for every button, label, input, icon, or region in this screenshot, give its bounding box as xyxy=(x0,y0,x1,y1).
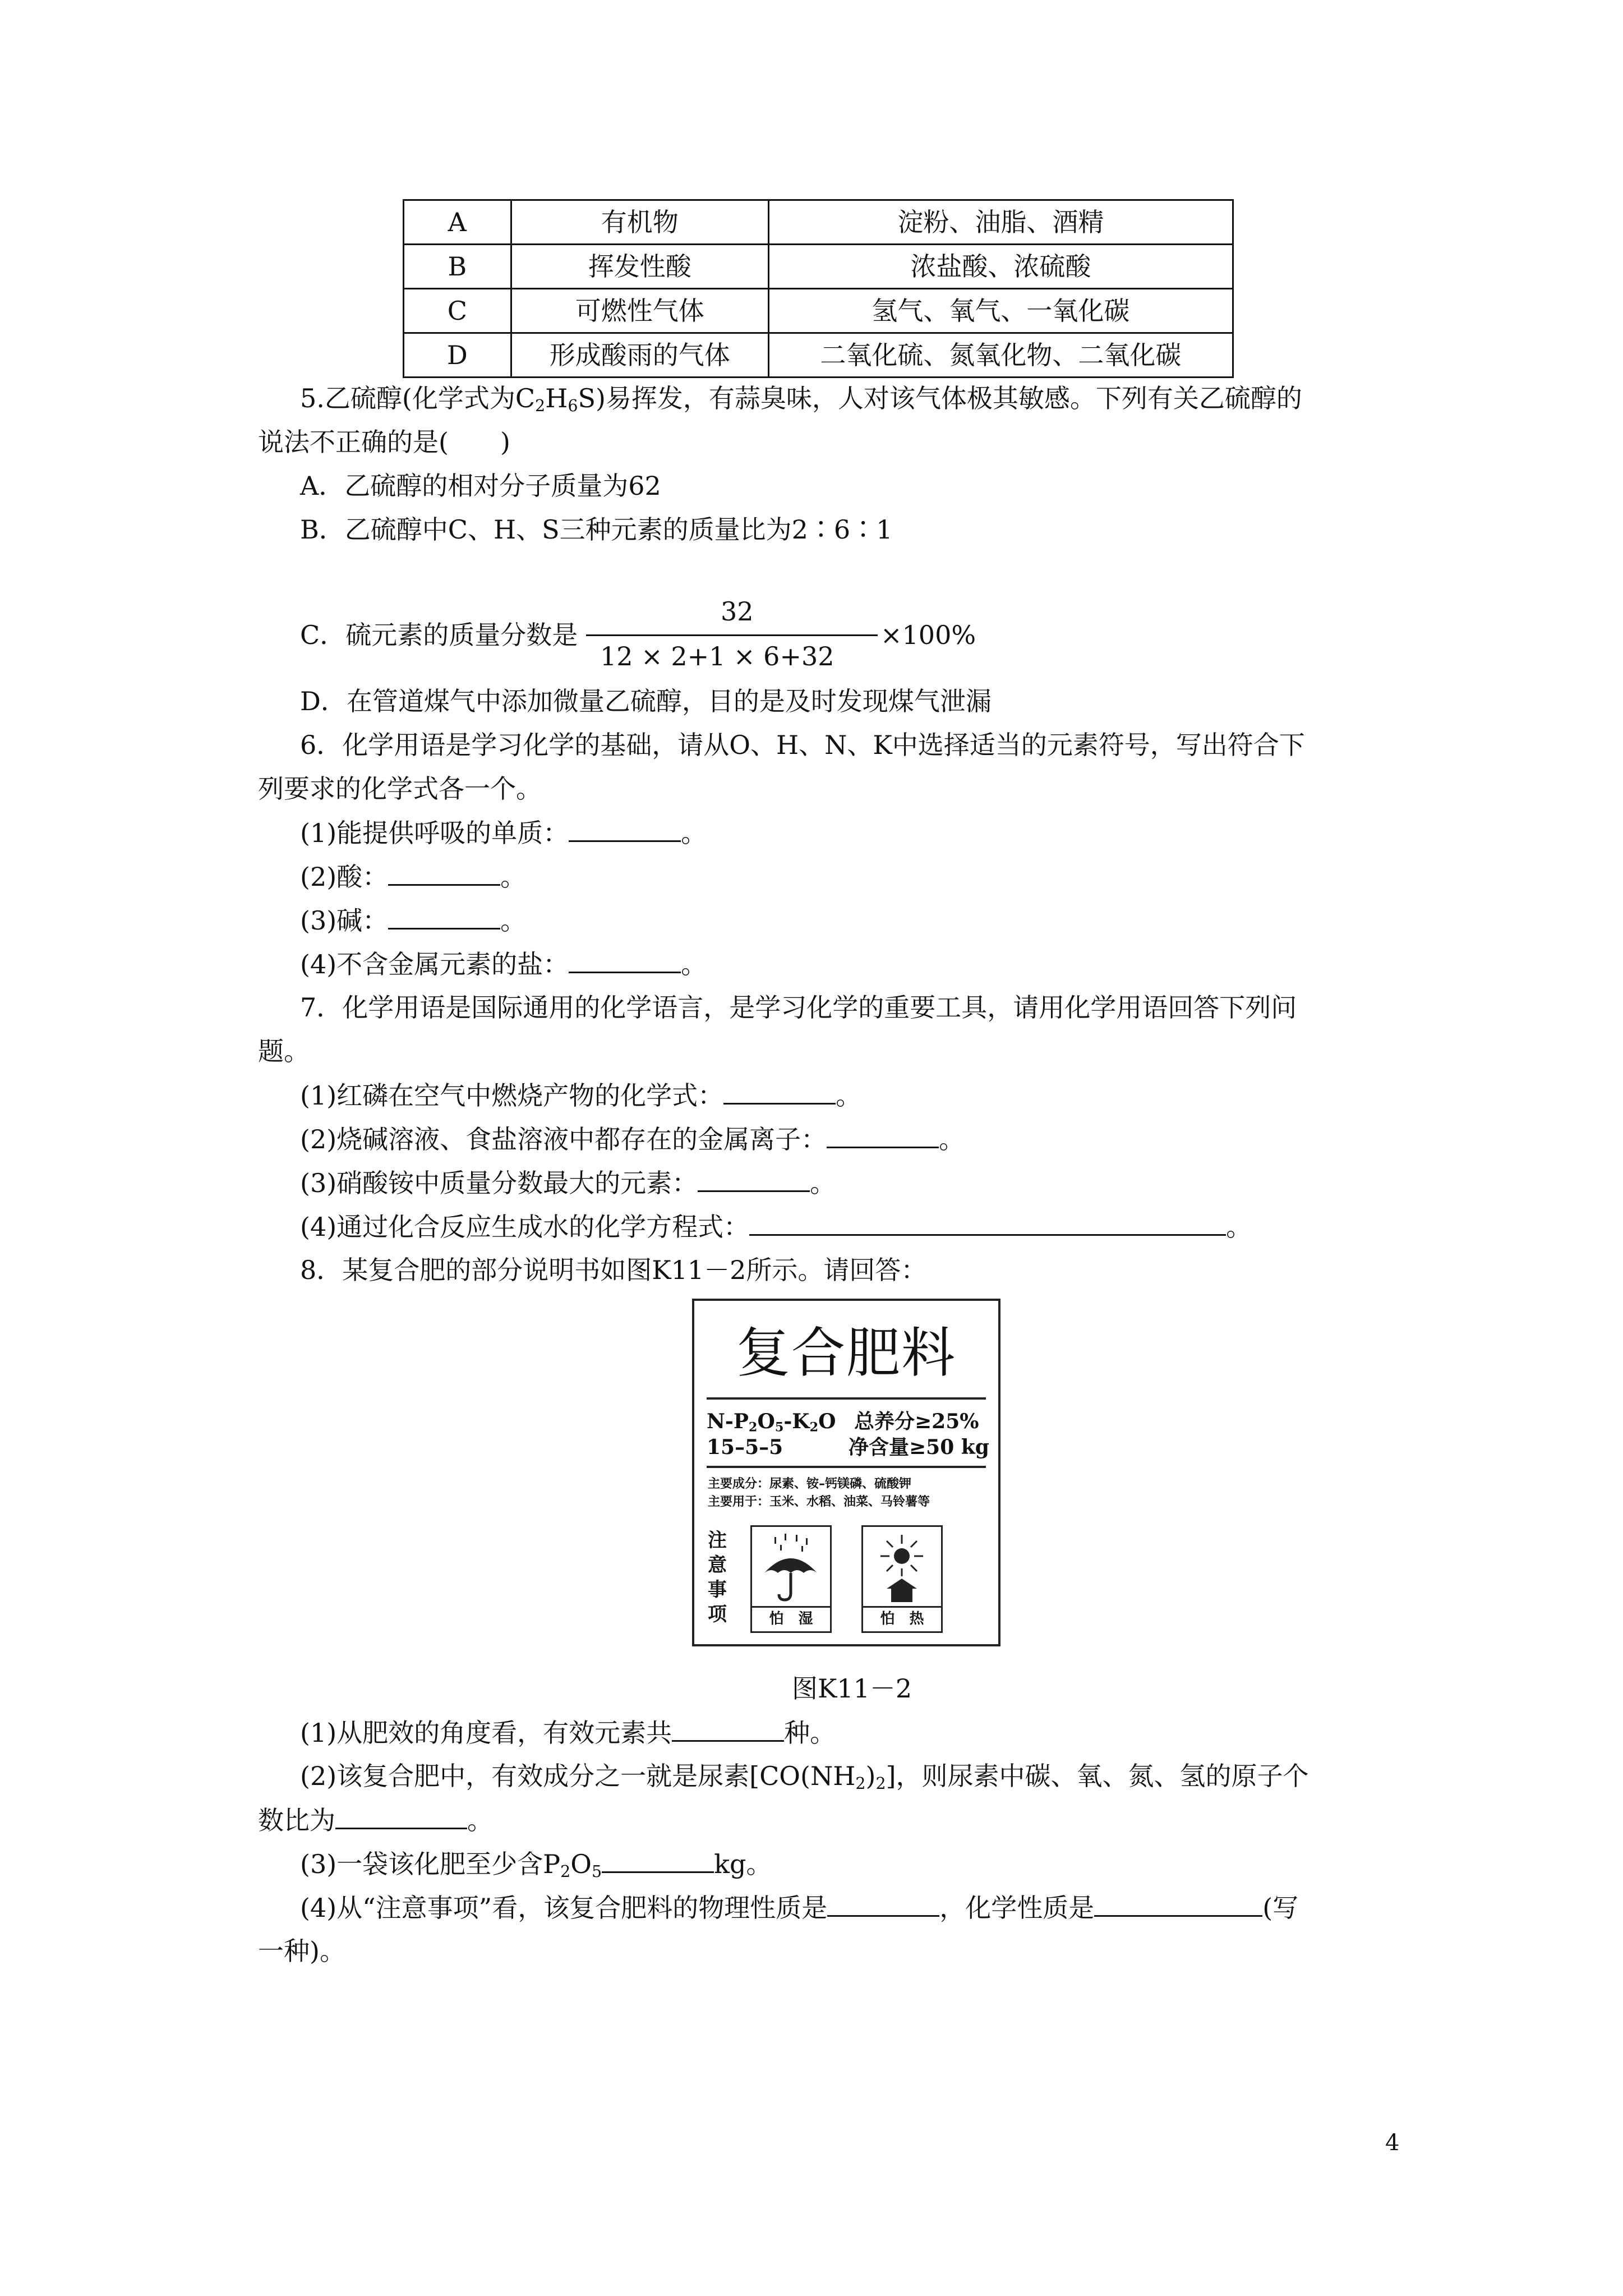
label-net-weight: 净含量≥50 kg xyxy=(849,1435,989,1459)
label-notes-title: 注意事项 xyxy=(708,1529,727,1626)
answer-blank[interactable] xyxy=(698,1166,810,1192)
q5-option-b: B．乙硫醇中C、H、S三种元素的质量比为2∶6∶1 xyxy=(300,514,893,545)
table-cell-category: 形成酸雨的气体 xyxy=(511,333,768,378)
table-cell-letter: D xyxy=(404,333,511,378)
q6-stem: 6．化学用语是学习化学的基础，请从O、H、N、K中选择适当的元素符号，写出符合下 xyxy=(300,730,1305,760)
q8-item4-line2: 一种)。 xyxy=(258,1936,345,1966)
q5-fraction-denominator: 12 × 2+1 × 6+32 xyxy=(600,641,834,671)
answer-blank[interactable] xyxy=(569,947,681,973)
q5-option-a: A．乙硫醇的相对分子质量为62 xyxy=(300,471,661,501)
label-uses: 主要用于：玉米、水稻、油菜、马铃薯等 xyxy=(708,1495,930,1509)
table-row xyxy=(404,333,1233,378)
table-cell-category: 有机物 xyxy=(511,200,768,245)
label-divider xyxy=(707,1466,986,1468)
label-nutrient: 总养分≥25% xyxy=(854,1410,979,1433)
figure-caption: 图K11－2 xyxy=(792,1673,912,1704)
q7-item4: (4)通过化合反应生成水的化学方程式： 。 xyxy=(300,1209,1252,1244)
table-cell-category: 挥发性酸 xyxy=(511,245,768,289)
answer-blank[interactable] xyxy=(1094,1890,1262,1917)
q5-fraction-numerator: 32 xyxy=(721,596,754,627)
q6-item3: (3)碱： 。 xyxy=(300,903,526,937)
table-cell-examples: 二氧化硫、氮氧化物、二氧化碳 xyxy=(768,333,1233,378)
fraction-bar xyxy=(586,634,878,636)
table-cell-letter: B xyxy=(404,245,511,289)
table-cell-examples: 浓盐酸、浓硫酸 xyxy=(768,245,1233,289)
table-cell-letter: C xyxy=(404,289,511,333)
label-ratio: 15–5–5 xyxy=(707,1435,783,1459)
answer-blank[interactable] xyxy=(672,1715,784,1742)
fertilizer-label-figure xyxy=(692,1299,1000,1646)
q8-item3: (3)一袋该化肥至少含$P_2O_5$ kg。 xyxy=(300,1847,772,1881)
keep-dry-symbol xyxy=(750,1525,832,1633)
answer-blank[interactable] xyxy=(335,1803,467,1829)
q6-item4: (4)不含金属元素的盐： 。 xyxy=(300,947,707,981)
q7-item3: (3)硝酸铵中质量分数最大的元素： 。 xyxy=(300,1166,836,1200)
q7-item2: (2)烧碱溶液、食盐溶液中都存在的金属离子： 。 xyxy=(300,1122,965,1156)
icon-caption: 怕 热 xyxy=(863,1606,941,1631)
answer-blank[interactable] xyxy=(388,859,500,886)
answer-blank[interactable] xyxy=(827,1890,939,1917)
label-ingredients: 主要成分：尿素、铵–钙镁磷、硫酸钾 xyxy=(708,1477,912,1491)
q7-stem-line2: 题。 xyxy=(258,1036,310,1066)
table-row xyxy=(404,289,1233,333)
answer-blank[interactable] xyxy=(602,1847,714,1873)
table-row xyxy=(404,245,1233,289)
table-cell-examples: 淀粉、油脂、酒精 xyxy=(768,200,1233,245)
answer-blank[interactable] xyxy=(827,1122,939,1148)
q5-option-c-prefix: C．硫元素的质量分数是 xyxy=(300,620,578,650)
table-row xyxy=(404,200,1233,245)
table-cell-category: 可燃性气体 xyxy=(511,289,768,333)
label-divider xyxy=(707,1397,986,1400)
label-title: 复合肥料 xyxy=(736,1322,956,1384)
q5-option-c-suffix: ×100% xyxy=(880,620,976,650)
q8-item4: (4)从“注意事项”看，该复合肥料的物理性质是 ，化学性质是 (写 xyxy=(300,1890,1298,1925)
q7-item1: (1)红磷在空气中燃烧产物的化学式： 。 xyxy=(300,1078,861,1112)
classification-table xyxy=(403,199,1234,378)
keep-cool-symbol xyxy=(861,1525,943,1633)
q8-stem: 8．某复合肥的部分说明书如图K11－2所示。请回答： xyxy=(300,1255,927,1285)
icon-caption: 怕 湿 xyxy=(752,1606,830,1631)
q6-item1: (1)能提供呼吸的单质： 。 xyxy=(300,816,707,850)
answer-blank[interactable] xyxy=(749,1209,1226,1236)
table-cell-examples: 氢气、氧气、一氧化碳 xyxy=(768,289,1233,333)
answer-blank[interactable] xyxy=(723,1078,836,1105)
answer-blank[interactable] xyxy=(569,816,681,842)
q8-item1: (1)从肥效的角度看，有效元素共 种。 xyxy=(300,1715,836,1750)
q5-stem-line2: 说法不正确的是( ) xyxy=(258,427,510,457)
q6-stem-line2: 列要求的化学式各一个。 xyxy=(258,774,542,804)
q6-item2: (2)酸： 。 xyxy=(300,859,526,894)
q8-item2-line2: 数比为 。 xyxy=(258,1803,493,1837)
q8-item2: (2)该复合肥中，有效成分之一就是尿素$[CO(NH_2)_2]$，则尿素中碳、氧、氮、氢的原子个 xyxy=(300,1761,1309,1793)
q7-stem: 7．化学用语是国际通用的化学语言，是学习化学的重要工具，请用化学用语回答下列问 xyxy=(300,992,1297,1023)
q5-stem: 5.乙硫醇(化学式为$C_2H_6S$)易挥发，有蒜臭味，人对该气体极其敏感。下列有关乙硫醇的 xyxy=(300,383,1302,416)
answer-blank[interactable] xyxy=(388,903,500,930)
sun-heat-icon xyxy=(863,1527,941,1609)
umbrella-icon xyxy=(752,1527,830,1609)
q5-option-d: D．在管道煤气中添加微量乙硫醇，目的是及时发现煤气泄漏 xyxy=(300,686,992,716)
page-number: 4 xyxy=(1385,2130,1400,2156)
table-cell-letter: A xyxy=(404,200,511,245)
label-formula: $N-P_2O_5-K_2O$ xyxy=(707,1410,836,1435)
